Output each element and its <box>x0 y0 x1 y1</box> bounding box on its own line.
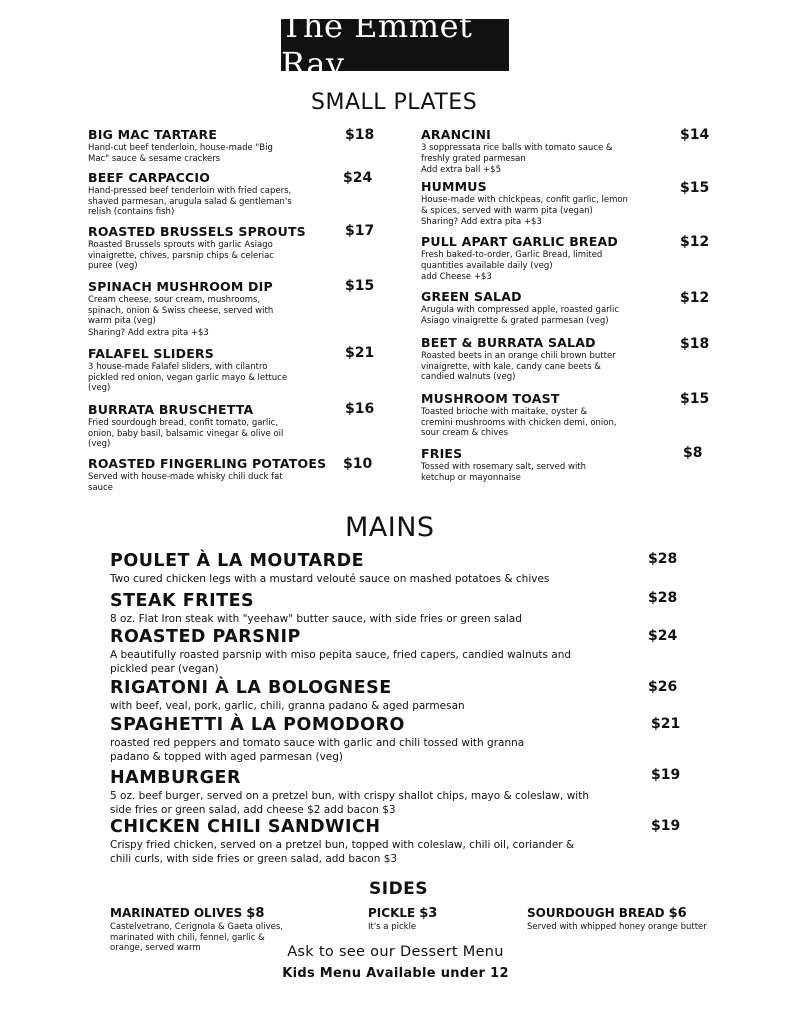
dessert-note: Ask to see our Dessert Menu <box>287 944 504 960</box>
item-description: Fried sourdough bread, confit tomato, garlic, onion, baby basil, balsamic vinegar & olive oil (veg) <box>88 418 284 449</box>
item-name: CHICKEN CHILI SANDWICH <box>110 817 381 837</box>
item-name: BEET & BURRATA SALAD <box>421 335 596 350</box>
menu-item <box>421 180 636 228</box>
item-description: House-made with chickpeas, confit garlic, lemon & spices, served with warm pita (vegan) <box>421 195 628 216</box>
item-price: $12 <box>680 290 710 306</box>
item-name: HAMBURGER <box>110 768 241 788</box>
item-name: ROASTED PARSNIP <box>110 627 301 647</box>
menu-item <box>421 128 636 176</box>
item-price: $15 <box>680 180 710 196</box>
menu-item <box>110 817 585 866</box>
item-price: $21 <box>345 345 375 361</box>
menu-item <box>110 551 630 586</box>
item-price: $24 <box>648 628 678 644</box>
menu-item <box>421 447 616 483</box>
item-price: $6 <box>668 906 687 921</box>
item-name: HUMMUS <box>421 179 487 194</box>
menu-item <box>88 128 283 164</box>
item-description: Toasted brioche with maitake, oyster & cremini mushrooms with chicken demi, onion, sour cream & chives <box>421 407 617 438</box>
side-item <box>368 902 488 933</box>
item-price: $15 <box>345 278 375 294</box>
item-description: 3 house-made Falafel sliders, with cilantro pickled red onion, vegan garlic mayo & lettuce (veg) <box>88 362 288 393</box>
menu-item <box>110 627 610 676</box>
item-description: Served with house-made whisky chili duck fat sauce <box>88 472 283 493</box>
item-description: Crispy fried chicken, served on a pretzel bun, topped with coleslaw, chili oil, coriander & chili curls, with side fries or green salad, add bacon $3 <box>110 839 575 865</box>
item-name: MARINATED OLIVES <box>110 906 243 920</box>
item-name: SPINACH MUSHROOM DIP <box>88 279 273 294</box>
menu-item <box>88 403 288 450</box>
item-description: 8 oz. Flat Iron steak with "yeehaw" butter sauce, with side fries or green salad <box>110 613 522 625</box>
item-name: ARANCINI <box>421 127 491 142</box>
item-description: with beef, veal, pork, garlic, chili, granna padano & aged parmesan <box>110 700 465 712</box>
menu-item <box>88 171 293 218</box>
menu-item <box>110 678 630 713</box>
menu-item <box>110 768 610 817</box>
item-price: $21 <box>651 716 681 732</box>
menu-item <box>88 457 328 493</box>
item-extra: Add extra ball +$5 <box>421 165 501 175</box>
item-price: $24 <box>343 170 373 186</box>
item-name: ROASTED FINGERLING POTATOES <box>88 456 327 471</box>
menu-item <box>421 392 621 439</box>
item-price: $18 <box>345 127 375 143</box>
item-description: 3 soppressata rice balls with tomato sauce & freshly grated parmesan <box>421 143 613 164</box>
item-name: BURRATA BRUSCHETTA <box>88 402 254 417</box>
item-name: FALAFEL SLIDERS <box>88 346 214 361</box>
menu-item <box>88 225 318 272</box>
item-name: SOURDOUGH BREAD <box>527 906 665 920</box>
item-price: $14 <box>680 127 710 143</box>
item-description: Cream cheese, sour cream, mushrooms, spinach, onion & Swiss cheese, served with warm pita (veg) <box>88 295 274 326</box>
item-price: $8 <box>246 906 265 921</box>
sides-title: SIDES <box>369 879 429 899</box>
item-name: PULL APART GARLIC BREAD <box>421 234 618 249</box>
item-price: $3 <box>419 906 438 921</box>
item-price: $19 <box>651 767 681 783</box>
item-price: $17 <box>345 223 375 239</box>
item-description: A beautifully roasted parsnip with miso pepita sauce, fried capers, candied walnuts and pickled pear (vegan) <box>110 649 572 675</box>
item-name: BEEF CARPACCIO <box>88 170 211 185</box>
item-price: $19 <box>651 818 681 834</box>
item-name: FRIES <box>421 446 463 461</box>
item-price: $16 <box>345 401 375 417</box>
item-price: $8 <box>683 445 703 461</box>
item-description: roasted red peppers and tomato sauce with garlic and chili tossed with granna padano & topped with aged parmesan (veg) <box>110 737 525 763</box>
item-name: BIG MAC TARTARE <box>88 127 218 142</box>
restaurant-logo: The Emmet Ray <box>281 19 509 71</box>
item-description: Fresh baked-to-order, Garlic Bread, limited quantities available daily (veg) <box>421 250 603 271</box>
item-description: Castelvetrano, Cerignola & Gaeta olives, marinated with chili, fennel, garlic & orange, served warm <box>110 922 283 953</box>
item-description: Hand-cut beef tenderloin, house-made "Big Mac" sauce & sesame crackers <box>88 143 273 164</box>
item-price: $28 <box>648 590 678 606</box>
item-price: $12 <box>680 234 710 250</box>
small-plates-title: SMALL PLATES <box>311 90 478 115</box>
item-name: PICKLE <box>368 906 416 920</box>
item-description: 5 oz. beef burger, served on a pretzel bun, with crispy shallot chips, mayo & coleslaw, with side fries or green salad, add cheese $2 add bacon $3 <box>110 790 589 816</box>
item-name: ROASTED BRUSSELS SPROUTS <box>88 224 306 239</box>
item-name: STEAK FRITES <box>110 591 255 611</box>
item-name: MUSHROOM TOAST <box>421 391 560 406</box>
kids-menu-note: Kids Menu Available under 12 <box>282 966 509 981</box>
item-description: It's a pickle <box>368 922 417 932</box>
item-description: Arugula with compressed apple, roasted garlic Asiago vinaigrette & grated parmesan (veg) <box>421 305 620 326</box>
item-name: RIGATONI À LA BOLOGNESE <box>110 678 392 698</box>
item-description: Roasted beets in an orange chili brown butter vinaigrette, with kale, candy cane beets & candied walnuts (veg) <box>421 351 616 382</box>
item-price: $28 <box>648 551 678 567</box>
item-description: Roasted Brussels sprouts with garlic Asiago vinaigrette, chives, parsnip chips & celeriac puree (veg) <box>88 240 274 271</box>
item-price: $26 <box>648 679 678 695</box>
item-name: POULET À LA MOUTARDE <box>110 551 365 571</box>
menu-item <box>88 280 288 338</box>
item-description: Two cured chicken legs with a mustard velouté sauce on mashed potatoes & chives <box>110 573 550 585</box>
item-description: Served with whipped honey orange butter <box>527 922 707 932</box>
item-name: SPAGHETTI À LA POMODORO <box>110 715 405 735</box>
item-price: $18 <box>680 336 710 352</box>
menu-item <box>88 347 288 394</box>
mains-title: MAINS <box>345 512 435 543</box>
item-extra: Sharing? Add extra pita +$3 <box>421 217 542 227</box>
item-name: GREEN SALAD <box>421 289 522 304</box>
menu-item <box>421 235 636 283</box>
menu-item <box>421 336 636 383</box>
item-extra: add Cheese +$3 <box>421 272 492 282</box>
item-price: $15 <box>680 391 710 407</box>
item-extra: Sharing? Add extra pita +$3 <box>88 327 209 338</box>
menu-item <box>110 715 550 764</box>
menu-item <box>110 591 630 626</box>
menu-item <box>421 290 641 326</box>
item-price: $10 <box>343 456 373 472</box>
item-description: Hand-pressed beef tenderloin with fried capers, shaved parmesan, arugula salad & gentleman's relish (contains fish) <box>88 186 292 217</box>
item-description: Tossed with rosemary salt, served with ketchup or mayonnaise <box>421 462 587 483</box>
side-item <box>527 902 767 933</box>
